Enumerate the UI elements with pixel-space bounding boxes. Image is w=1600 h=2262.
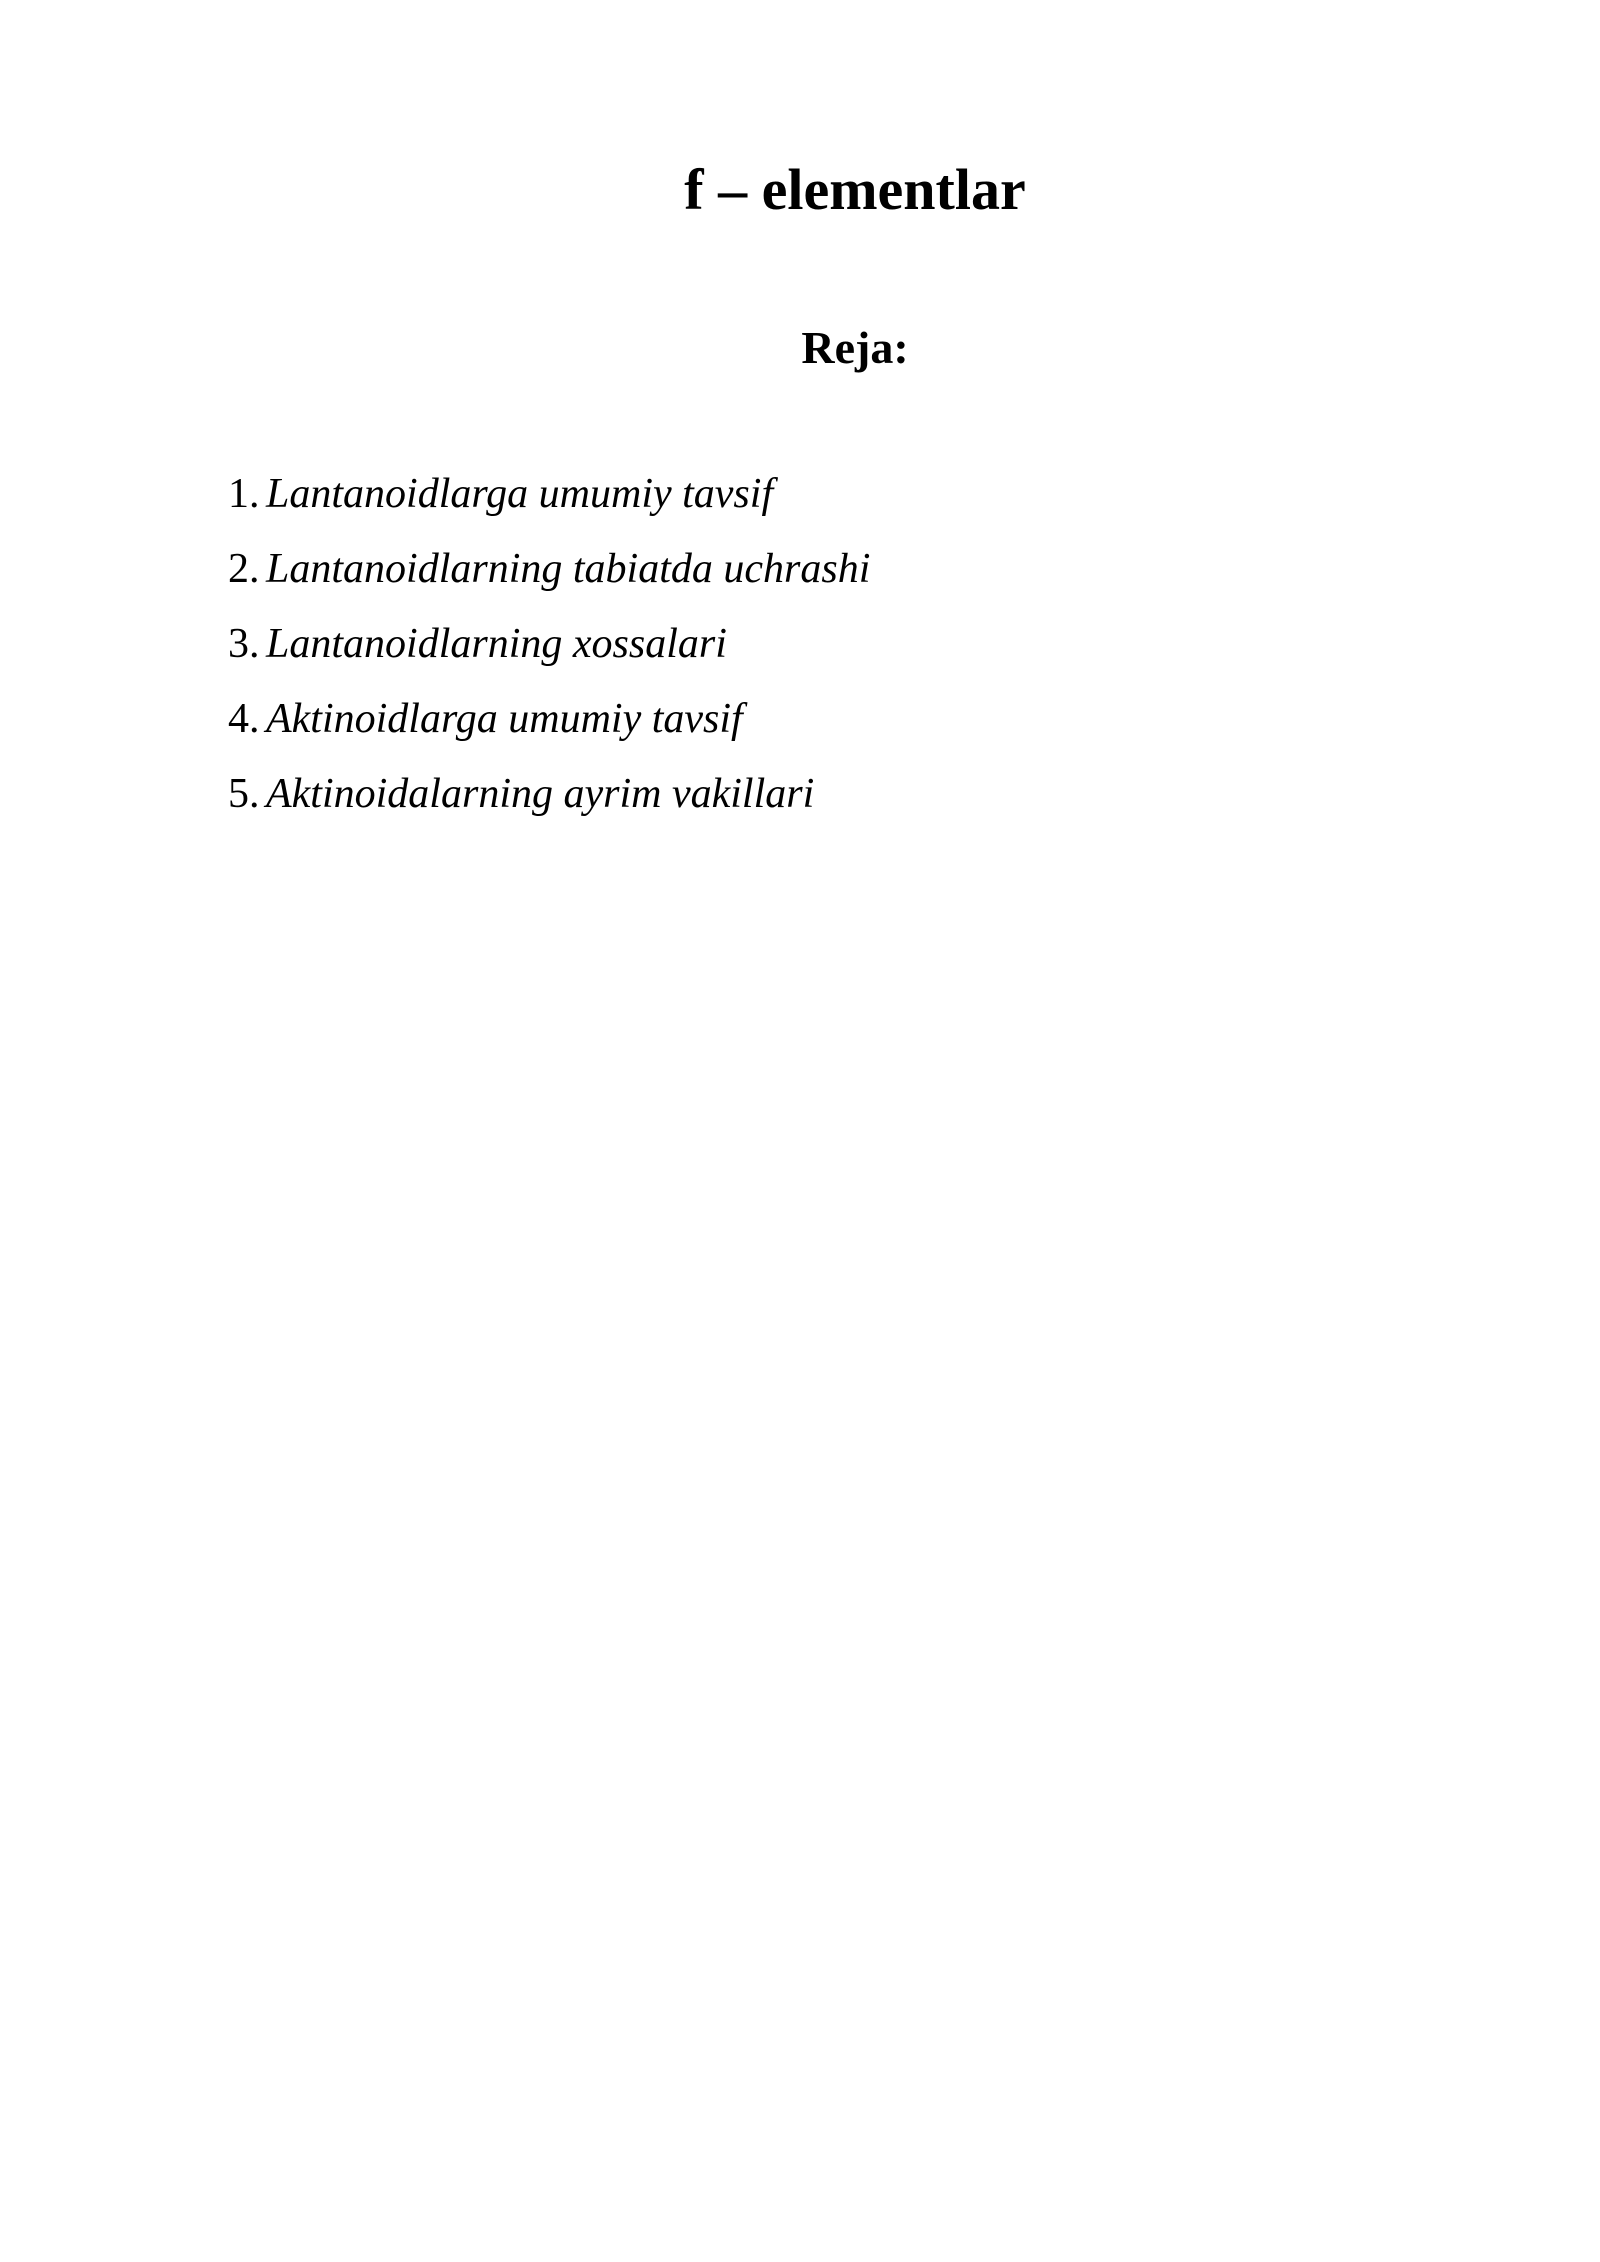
plan-item-text: Lantanoidlarning tabiatda uchrashi [266, 546, 871, 592]
plan-item-text: Lantanoidlarga umumiy tavsif [266, 471, 774, 517]
plan-item-number: 2. [228, 546, 260, 592]
plan-item-number: 5. [228, 771, 260, 817]
plan-item-2 [228, 537, 870, 612]
plan-item-number: 3. [228, 621, 260, 667]
plan-item-number: 4. [228, 696, 260, 742]
plan-item-4 [228, 687, 870, 762]
plan-item-3 [228, 612, 870, 687]
page-title: f – elementlar [684, 157, 1026, 222]
plan-list [228, 462, 870, 837]
plan-item-text: Lantanoidlarning xossalari [266, 621, 727, 667]
plan-heading: Reja: [801, 322, 909, 373]
plan-item-5 [228, 762, 870, 837]
plan-item-text: Aktinoidalarning ayrim vakillari [266, 771, 815, 817]
plan-item-text: Aktinoidlarga umumiy tavsif [266, 696, 743, 742]
plan-item-number: 1. [228, 471, 260, 517]
plan-item-1 [228, 462, 870, 537]
